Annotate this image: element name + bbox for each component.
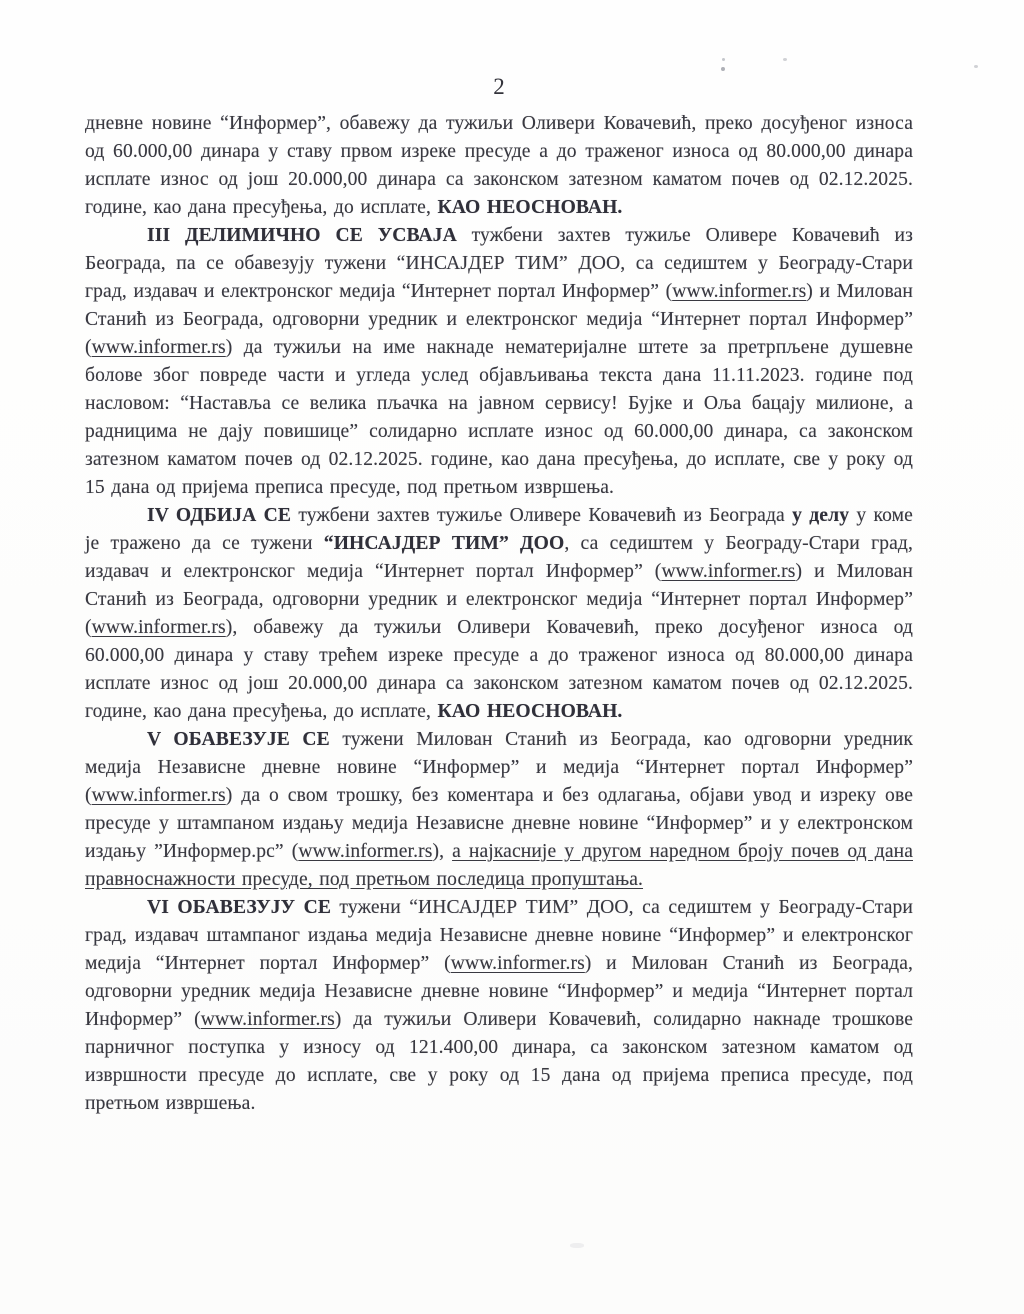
body-text: ) да тужиљи на име накнаде нематеријалне штете за претрпљене душевне болове због повреде части и угледа услед објављивања текста дана 11.11.2023. године под насловом: “Наставља се велика пљачка на јавном сервису! Бујке и Оља бацају милионе, а радницима не дају повишице” солидарно исплате износ од 60.000,00 динара, са законском затезном каматом почев од 02.12.2025. године, као дана пресуђења, до исплате, све у року од 15 дана од пријема преписа пресуде, под претњом извршења. [85, 337, 913, 498]
body-text: ) и Милован Станић из Београда, одговорни уредник и електронског медија “Интернет портал Информер” ( [85, 561, 913, 638]
page-content [85, 74, 913, 1118]
paragraph-ruling-continuation [85, 110, 913, 222]
paragraph-section-iii [85, 222, 913, 502]
body-text: дневне новине “Информер”, обавежу да тужиљи Оливери Ковачевић, преко досуђеног износа од 60.000,00 динара у ставу првом изреке пресуде а до траженог износа од 80.000,00 динара исплате износ од још 20.000,00 динара са законском затезном каматом почев од 02.12.2025. године, као дана пресуђења, до исплате, [85, 113, 913, 218]
body-text: тужбени захтев тужиље Оливере Ковачевић из Београда, па се обавезују тужени “ИНСАЈДЕР ТИМ” ДОО, са седиштем у Београду-Стари град, издавач и електронског медија “Интернет портал Информер” ( [85, 225, 913, 302]
body-text: ) да о свом трошку, без коментара и без одлагања, објави увод и изреку ове пресуде у штампаном издању медија Независне дневне новине “Информер” и у електронском издању ”Информер.рс” ( [85, 785, 913, 862]
informer-url: www.informer.rs [661, 561, 796, 582]
paragraph-section-vi [85, 894, 913, 1118]
body-text: ) и Милован Станић из Београда, одговорни уредник и електронског медија “Интернет портал Информер” ( [85, 281, 913, 358]
body-text: ), [432, 841, 453, 862]
informer-url: www.informer.rs [672, 281, 807, 302]
body-text: ) да тужиљи Оливери Ковачевић, солидарно накнаде трошкове парничног поступка у износу од 121.400,00 динара, са законском затезном каматом од извршности пресуде до исплате, све у року од 15 дана од пријема преписа пресуде, под претњом извршења. [85, 1009, 913, 1114]
page-number: 2 [493, 74, 505, 99]
emphasis-text: VI ОБАВЕЗУЈУ СЕ [147, 897, 332, 918]
informer-url: www.informer.rs [91, 617, 226, 638]
emphasis-text: КАО НЕОСНОВАН. [437, 197, 623, 218]
emphasis-text: V ОБАВЕЗУЈЕ СЕ [147, 729, 330, 750]
emphasis-text: у делу [792, 505, 850, 526]
body-text: а најкасније у другом наредном броју почев од дана правноснажности пресуде, под претњом последица пропуштања. [85, 841, 913, 890]
paragraph-section-v [85, 726, 913, 894]
emphasis-text: “ИНСАЈДЕР ТИМ” ДОО [323, 533, 565, 554]
emphasis-text: III ДЕЛИМИЧНО СЕ УСВАЈА [147, 225, 457, 246]
scan-speck-artifact [721, 67, 725, 71]
scan-speck-artifact [783, 58, 787, 61]
body-text: ) и Милован Станић из Београда, одговорни уредник медија Независне дневне новине “Информер” и медија “Интернет портал Информер” ( [85, 953, 913, 1030]
informer-url: www.informer.rs [450, 953, 585, 974]
body-text: тужени “ИНСАЈДЕР ТИМ” ДОО, са седиштем у Београду-Стари град, издавач штампаног издања медија Независне дневне новине “Информер” и електронског медија “Интернет портал Информер” ( [85, 897, 914, 974]
informer-url: www.informer.rs [200, 1009, 335, 1030]
body-text: тужени Милован Станић из Београда, као одговорни уредник медија Независне дневне новине “Информер” и медија “Интернет портал Информер” ( [85, 729, 913, 806]
informer-url: www.informer.rs [91, 337, 226, 358]
body-text: у коме је тражено да се тужени [85, 505, 913, 554]
informer-url: www.informer.rs [91, 785, 226, 806]
emphasis-text: КАО НЕОСНОВАН. [437, 701, 623, 722]
scan-speck-artifact [974, 65, 978, 68]
scan-smudge-artifact [570, 1243, 584, 1248]
body-text: ), обавежу да тужиљи Оливери Ковачевић, преко досуђеног износа од 60.000,00 динара у ставу трећем изреке пресуде а до траженог износа од 80.000,00 динара исплате износ од још 20.000,00 динара са законском затезном каматом почев од 02.12.2025. године, као дана пресуђења, до исплате, [85, 617, 913, 722]
body-text: тужбени захтев тужиље Оливере Ковачевић из Београда [291, 505, 793, 526]
informer-url: www.informer.rs [298, 841, 433, 862]
scan-speck-artifact [722, 58, 725, 61]
paragraph-section-iv [85, 502, 913, 726]
document-body [85, 110, 913, 1118]
body-text: , са седиштем у Београду-Стари град, издавач и електронског медија “Интернет портал Информер” ( [85, 533, 913, 582]
emphasis-text: IV ОДБИЈА СЕ [147, 505, 292, 526]
